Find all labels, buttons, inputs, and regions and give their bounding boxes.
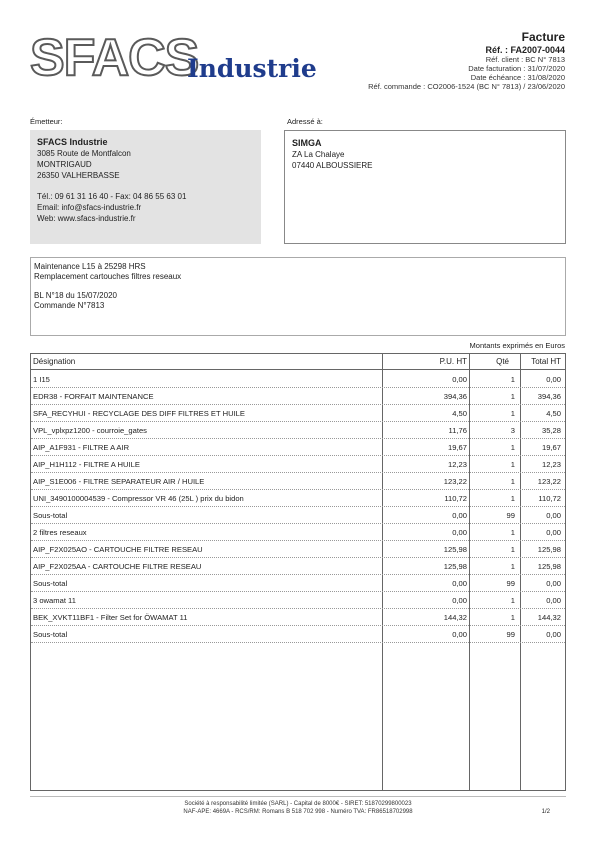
client-ref: Réf. client : BC N° 7813 — [485, 55, 565, 64]
cell-unit-price: 394,36 — [443, 392, 467, 401]
cell-unit-price: 110,72 — [444, 494, 467, 503]
cell-quantity: 1 — [510, 528, 515, 537]
header-designation: Désignation — [33, 357, 76, 366]
cell-designation: UNI_3490100004539 - Compressor VR 46 (25L ) prix du bidon — [33, 494, 244, 503]
note-line: Maintenance L15 à 25298 HRS — [34, 262, 146, 271]
cell-unit-price: 123,22 — [443, 477, 467, 486]
emitter-zip: 26350 VALHERBASSE — [37, 171, 120, 180]
cell-quantity: 1 — [510, 477, 515, 486]
emitter-label: Émetteur: — [30, 117, 63, 126]
cell-quantity: 1 — [510, 545, 515, 554]
cell-quantity: 99 — [506, 630, 515, 639]
cell-unit-price: 0,00 — [452, 375, 467, 384]
cell-quantity: 1 — [510, 375, 515, 384]
cell-quantity: 1 — [510, 392, 515, 401]
cell-total: 0,00 — [546, 375, 561, 384]
cell-unit-price: 0,00 — [452, 528, 467, 537]
emitter-name: SFACS Industrie — [37, 137, 108, 147]
note-line: Remplacement cartouches filtres reseaux — [34, 272, 182, 281]
logo-subtext: Industrie — [187, 54, 317, 83]
cell-total: 0,00 — [546, 630, 561, 639]
table-row — [31, 388, 565, 405]
cell-quantity: 99 — [506, 579, 515, 588]
table-row — [31, 507, 565, 524]
cell-designation: AIP_F2X025AA - CARTOUCHE FILTRE RESEAU — [33, 562, 202, 571]
table-row — [31, 371, 565, 388]
table-row — [31, 609, 565, 626]
cell-unit-price: 0,00 — [452, 579, 467, 588]
cell-designation: Sous-total — [33, 511, 68, 520]
due-date: Date échéance : 31/08/2020 — [470, 73, 565, 82]
cell-designation: AIP_F2X025AO - CARTOUCHE FILTRE RESEAU — [33, 545, 203, 554]
cell-quantity: 1 — [510, 562, 515, 571]
page-number: 1/2 — [541, 809, 550, 815]
header-quantity: Qté — [496, 357, 509, 366]
cell-designation: VPL_vplxpz1200 - courroie_gates — [33, 426, 147, 435]
cell-unit-price: 11,76 — [448, 426, 467, 435]
cell-designation: AIP_H1H112 - FILTRE A HUILE — [33, 460, 140, 469]
cell-total: 0,00 — [546, 579, 561, 588]
cell-total: 123,22 — [537, 477, 561, 486]
emitter-box — [30, 130, 261, 244]
addressee-zip: 07440 ALBOUSSIERE — [292, 161, 373, 170]
cell-designation: 2 filtres reseaux — [33, 528, 87, 537]
table-header — [31, 354, 565, 370]
cell-total: 35,28 — [541, 426, 561, 435]
cell-total: 144,32 — [537, 613, 561, 622]
cell-designation: Sous-total — [33, 579, 68, 588]
logo-text: SFACS — [30, 29, 199, 87]
footer — [30, 800, 566, 816]
cell-unit-price: 19,67 — [447, 443, 467, 452]
company-logo — [30, 29, 317, 90]
cell-quantity: 1 — [510, 596, 515, 605]
header-unit-price: P.U. HT — [439, 357, 467, 366]
table-row — [31, 541, 565, 558]
table-body — [31, 371, 565, 643]
footer-line-1: Société à responsabilité limitée (SARL) - Capital de 8000€ - SIRET: 51870299800023 — [184, 801, 412, 807]
addressee-box — [284, 130, 566, 244]
cell-total: 12,23 — [541, 460, 561, 469]
cell-designation: Sous-total — [33, 630, 68, 639]
cell-unit-price: 125,98 — [443, 545, 467, 554]
table-row — [31, 558, 565, 575]
table-row — [31, 626, 565, 643]
cell-total: 0,00 — [546, 596, 561, 605]
table-row — [31, 473, 565, 490]
invoice-date: Date facturation : 31/07/2020 — [468, 64, 565, 73]
cell-quantity: 3 — [510, 426, 515, 435]
table-row — [31, 524, 565, 541]
cell-quantity: 1 — [510, 409, 515, 418]
invoice-header — [368, 30, 565, 91]
cell-quantity: 1 — [510, 443, 515, 452]
cell-designation: AIP_A1F931 - FILTRE A AIR — [33, 443, 130, 452]
cell-total: 125,98 — [537, 562, 561, 571]
currency-note: Montants exprimés en Euros — [469, 341, 565, 350]
cell-total: 0,00 — [546, 511, 561, 520]
table-row — [31, 592, 565, 609]
table-row — [31, 405, 565, 422]
cell-unit-price: 144,32 — [443, 613, 467, 622]
cell-unit-price: 12,23 — [447, 460, 467, 469]
cell-designation: SFA_RECYHUI - RECYCLAGE DES DIFF FILTRES ET HUILE — [33, 409, 245, 418]
cell-total: 19,67 — [541, 443, 561, 452]
invoice-lines-table — [30, 353, 566, 791]
cell-total: 394,36 — [537, 392, 561, 401]
cell-unit-price: 4,50 — [452, 409, 467, 418]
cell-total: 125,98 — [537, 545, 561, 554]
cell-designation: EDR38 - FORFAIT MAINTENANCE — [33, 392, 154, 401]
addressee-name: SIMGA — [292, 138, 322, 148]
cell-designation: AIP_S1E006 - FILTRE SEPARATEUR AIR / HUILE — [33, 477, 205, 486]
cell-unit-price: 0,00 — [452, 511, 467, 520]
footer-divider — [30, 796, 566, 797]
cell-unit-price: 0,00 — [452, 596, 467, 605]
invoice-ref: Réf. : FA2007-0044 — [485, 45, 565, 55]
header-total: Total HT — [531, 357, 561, 366]
addressee-address: ZA La Chalaye — [292, 150, 345, 159]
emitter-phone: Tél.: 09 61 31 16 40 - Fax: 04 86 55 63 01 — [37, 192, 187, 201]
cell-quantity: 1 — [510, 494, 515, 503]
cell-unit-price: 0,00 — [452, 630, 467, 639]
note-line: Commande N°7813 — [34, 301, 105, 310]
table-row — [31, 490, 565, 507]
emitter-web: Web: www.sfacs-industrie.fr — [37, 214, 136, 223]
cell-total: 110,72 — [538, 494, 561, 503]
cell-quantity: 1 — [510, 460, 515, 469]
document-title: Facture — [521, 30, 565, 44]
order-ref: Réf. commande : CO2006-1524 (BC N° 7813) / 23/06/2020 — [368, 82, 565, 91]
emitter-email: Email: info@sfacs-industrie.fr — [37, 203, 142, 212]
cell-designation: 1 I15 — [33, 375, 50, 384]
cell-unit-price: 125,98 — [443, 562, 467, 571]
footer-line-2: NAF-APE: 4669A - RCS/RM: Romans B 518 702 998 - Numéro TVA: FR86518702998 — [183, 809, 413, 815]
table-row — [31, 456, 565, 473]
table-row — [31, 422, 565, 439]
cell-quantity: 99 — [506, 511, 515, 520]
cell-total: 0,00 — [546, 528, 561, 537]
table-row — [31, 439, 565, 456]
cell-total: 4,50 — [546, 409, 561, 418]
cell-designation: BEK_XVKT11BF1 - Filter Set for ÖWAMAT 11 — [33, 613, 188, 622]
cell-quantity: 1 — [510, 613, 515, 622]
note-line: BL N°18 du 15/07/2020 — [34, 291, 117, 300]
emitter-address: 3085 Route de Montfalcon — [37, 149, 131, 158]
cell-designation: 3 owamat 11 — [33, 596, 76, 605]
table-row — [31, 575, 565, 592]
notes-box — [30, 257, 566, 336]
emitter-city: MONTRIGAUD — [37, 160, 92, 169]
addressee-label: Adressé à: — [287, 117, 323, 126]
